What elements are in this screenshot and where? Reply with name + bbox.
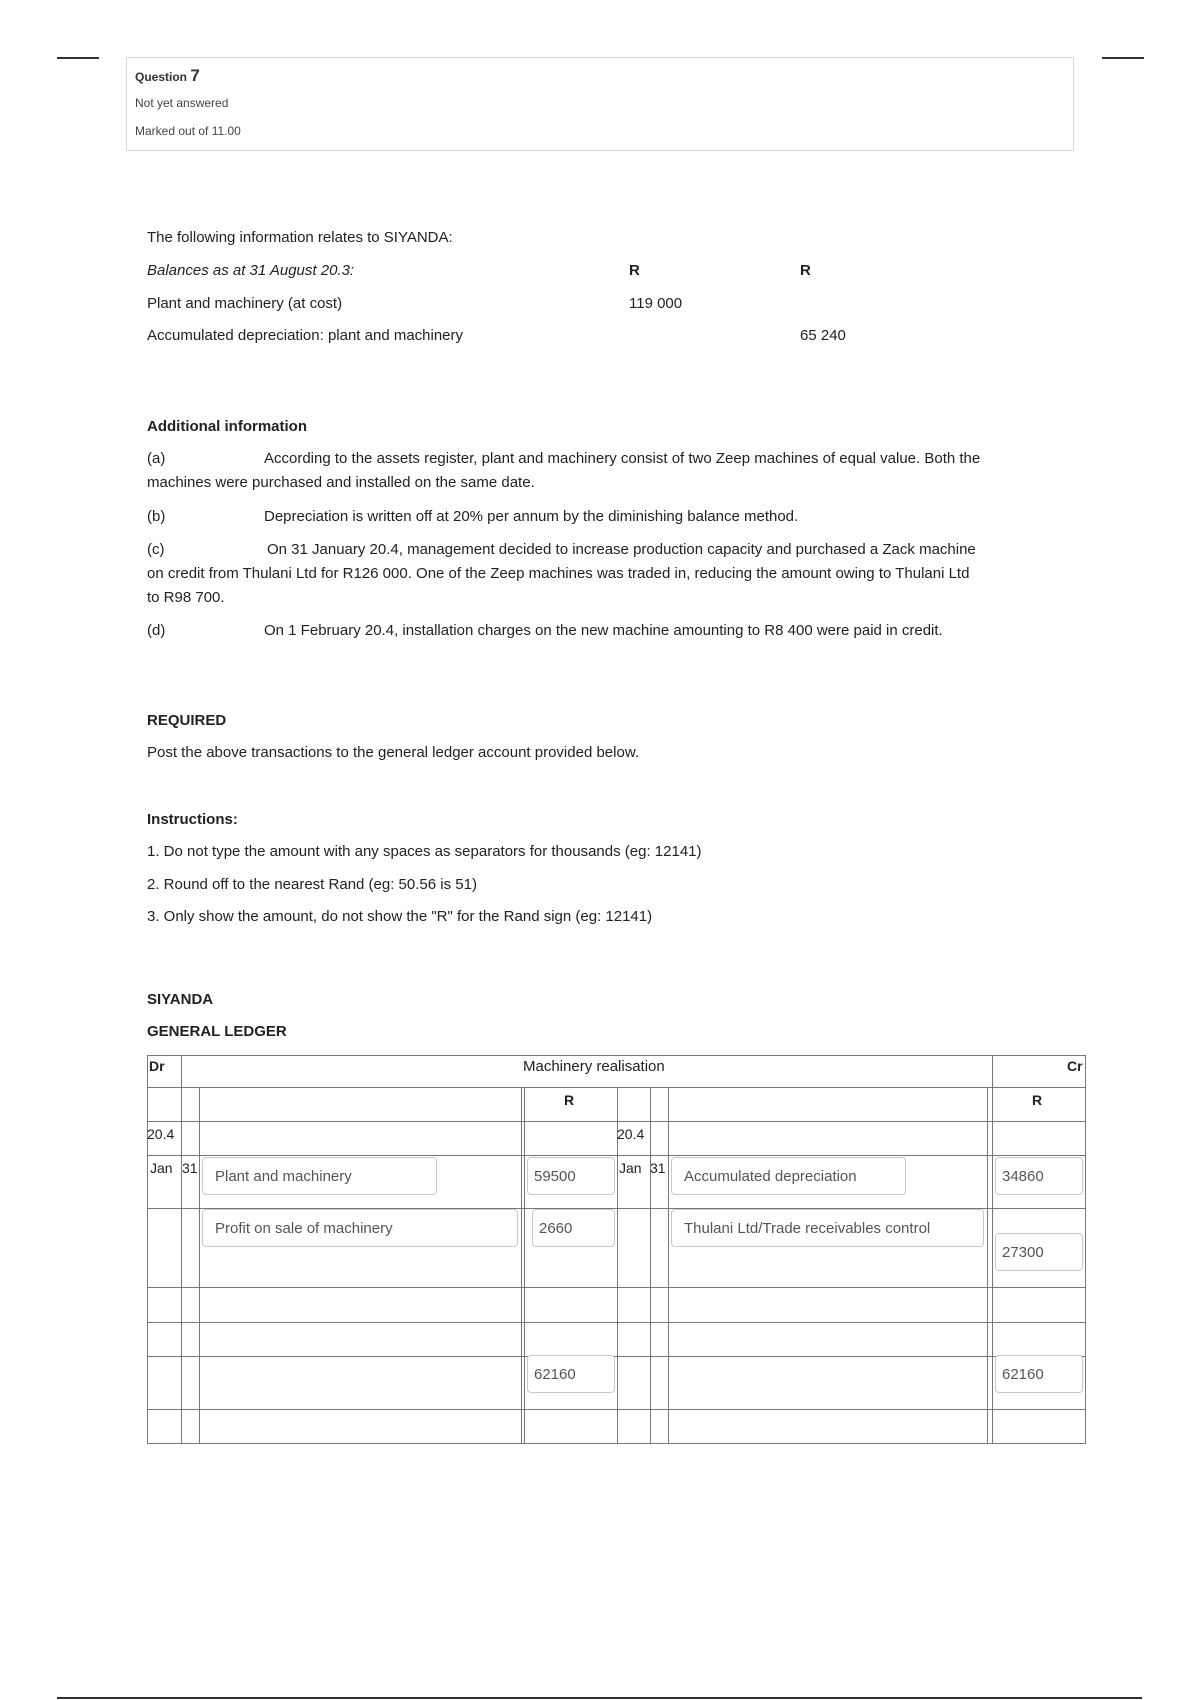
debit-amount-input[interactable] bbox=[527, 1157, 615, 1195]
additional-heading: Additional information bbox=[147, 418, 307, 435]
required-text: Post the above transactions to the general ledger account provided below. bbox=[147, 744, 639, 761]
ledger-r-left: R bbox=[564, 1092, 575, 1108]
item-text-cont: on credit from Thulani Ltd for R126 000. One of the Zeep machines was traded in, reducing the amount owing to Thulani Ltd bbox=[147, 565, 970, 582]
ledger-col-line bbox=[668, 1087, 669, 1443]
balance-row-label: Accumulated depreciation: plant and machinery bbox=[147, 327, 464, 344]
debit-month: Jan bbox=[150, 1160, 173, 1176]
balances-col2-header: R bbox=[800, 262, 811, 279]
question-label: Question bbox=[135, 70, 188, 84]
credit-month: Jan bbox=[619, 1160, 642, 1176]
ledger-col-line bbox=[992, 1055, 993, 1087]
bottom-rule bbox=[57, 1697, 1142, 1699]
credit-total-input[interactable] bbox=[995, 1355, 1083, 1393]
intro-heading: The following information relates to SIYANDA: bbox=[147, 229, 453, 246]
ledger-account-name: Machinery realisation bbox=[523, 1058, 665, 1075]
ledger-row-line bbox=[147, 1356, 1085, 1357]
balance-row-col1: 119 000 bbox=[629, 295, 683, 312]
item-marker: (c) bbox=[147, 541, 165, 558]
credit-amount-input[interactable] bbox=[995, 1233, 1083, 1271]
ledger-row-line bbox=[147, 1087, 1085, 1088]
instructions-heading: Instructions: bbox=[147, 811, 238, 828]
ledger-r-right: R bbox=[1032, 1092, 1043, 1108]
credit-detail-input[interactable] bbox=[671, 1209, 984, 1247]
debit-amount-input[interactable] bbox=[532, 1209, 615, 1247]
ledger-cr-label: Cr bbox=[1067, 1058, 1083, 1074]
item-text: According to the assets register, plant and machinery consist of two Zeep machines of equal value. Both the bbox=[264, 450, 981, 467]
item-text: Depreciation is written off at 20% per annum by the diminishing balance method. bbox=[264, 508, 799, 525]
instruction-item: 2. Round off to the nearest Rand (eg: 50.56 is 51) bbox=[147, 876, 477, 893]
ledger-company: SIYANDA bbox=[147, 991, 214, 1008]
debit-day: 31 bbox=[182, 1160, 198, 1176]
ledger-col-line bbox=[987, 1087, 988, 1443]
instruction-item: 1. Do not type the amount with any spaces as separators for thousands (eg: 12141) bbox=[147, 843, 702, 860]
question-state: Not yet answered bbox=[135, 96, 229, 110]
ledger-border-top bbox=[147, 1055, 1085, 1056]
ledger-dr-label: Dr bbox=[149, 1058, 165, 1074]
ledger-border-bottom bbox=[147, 1443, 1085, 1444]
item-text-cont: to R98 700. bbox=[147, 589, 225, 606]
item-marker: (a) bbox=[147, 450, 166, 467]
balances-col1-header: R bbox=[629, 262, 640, 279]
ledger-row-line bbox=[147, 1155, 1085, 1156]
instruction-item: 3. Only show the amount, do not show the "R" for the Rand sign (eg: 12141) bbox=[147, 908, 653, 925]
debit-total-input[interactable] bbox=[527, 1355, 615, 1393]
ledger-row-line bbox=[147, 1287, 1085, 1288]
required-heading: REQUIRED bbox=[147, 712, 227, 729]
top-right-rule bbox=[1102, 57, 1144, 59]
ledger-title: GENERAL LEDGER bbox=[147, 1023, 287, 1040]
question-title bbox=[135, 66, 200, 86]
debit-detail-input[interactable] bbox=[202, 1209, 518, 1247]
debit-detail-input[interactable] bbox=[202, 1157, 437, 1195]
item-text-cont: machines were purchased and installed on the same date. bbox=[147, 474, 535, 491]
question-info-box bbox=[126, 57, 1074, 151]
balance-row-label: Plant and machinery (at cost) bbox=[147, 295, 343, 312]
ledger-col-line bbox=[521, 1087, 522, 1443]
item-text: On 1 February 20.4, installation charges on the new machine amounting to R8 400 were paid in credit. bbox=[264, 622, 943, 639]
item-marker: (b) bbox=[147, 508, 166, 525]
question-number: 7 bbox=[190, 66, 200, 85]
ledger-year-left: 20.4 bbox=[147, 1126, 175, 1142]
ledger-border-right bbox=[1085, 1055, 1086, 1444]
ledger-col-line bbox=[650, 1087, 651, 1443]
item-marker: (d) bbox=[147, 622, 166, 639]
question-grade: Marked out of 11.00 bbox=[135, 124, 241, 138]
credit-detail-input[interactable] bbox=[671, 1157, 906, 1195]
ledger-col-line bbox=[181, 1087, 182, 1443]
item-text: On 31 January 20.4, management decided to increase production capacity and purchased a Zack machine bbox=[267, 541, 976, 558]
ledger-border-left bbox=[147, 1055, 148, 1444]
balances-label: Balances as at 31 August 20.3: bbox=[147, 262, 355, 279]
credit-day: 31 bbox=[650, 1160, 666, 1176]
balance-row-col2: 65 240 bbox=[800, 327, 846, 344]
credit-amount-input[interactable] bbox=[995, 1157, 1083, 1195]
ledger-year-right: 20.4 bbox=[617, 1126, 645, 1142]
ledger-row-line bbox=[147, 1409, 1085, 1410]
ledger-col-line bbox=[992, 1087, 993, 1443]
ledger-col-line bbox=[199, 1087, 200, 1443]
ledger-row-line bbox=[147, 1322, 1085, 1323]
ledger-col-line bbox=[181, 1055, 182, 1087]
ledger-row-line bbox=[147, 1121, 1085, 1122]
top-left-rule bbox=[57, 57, 99, 59]
ledger-col-line bbox=[524, 1087, 525, 1443]
